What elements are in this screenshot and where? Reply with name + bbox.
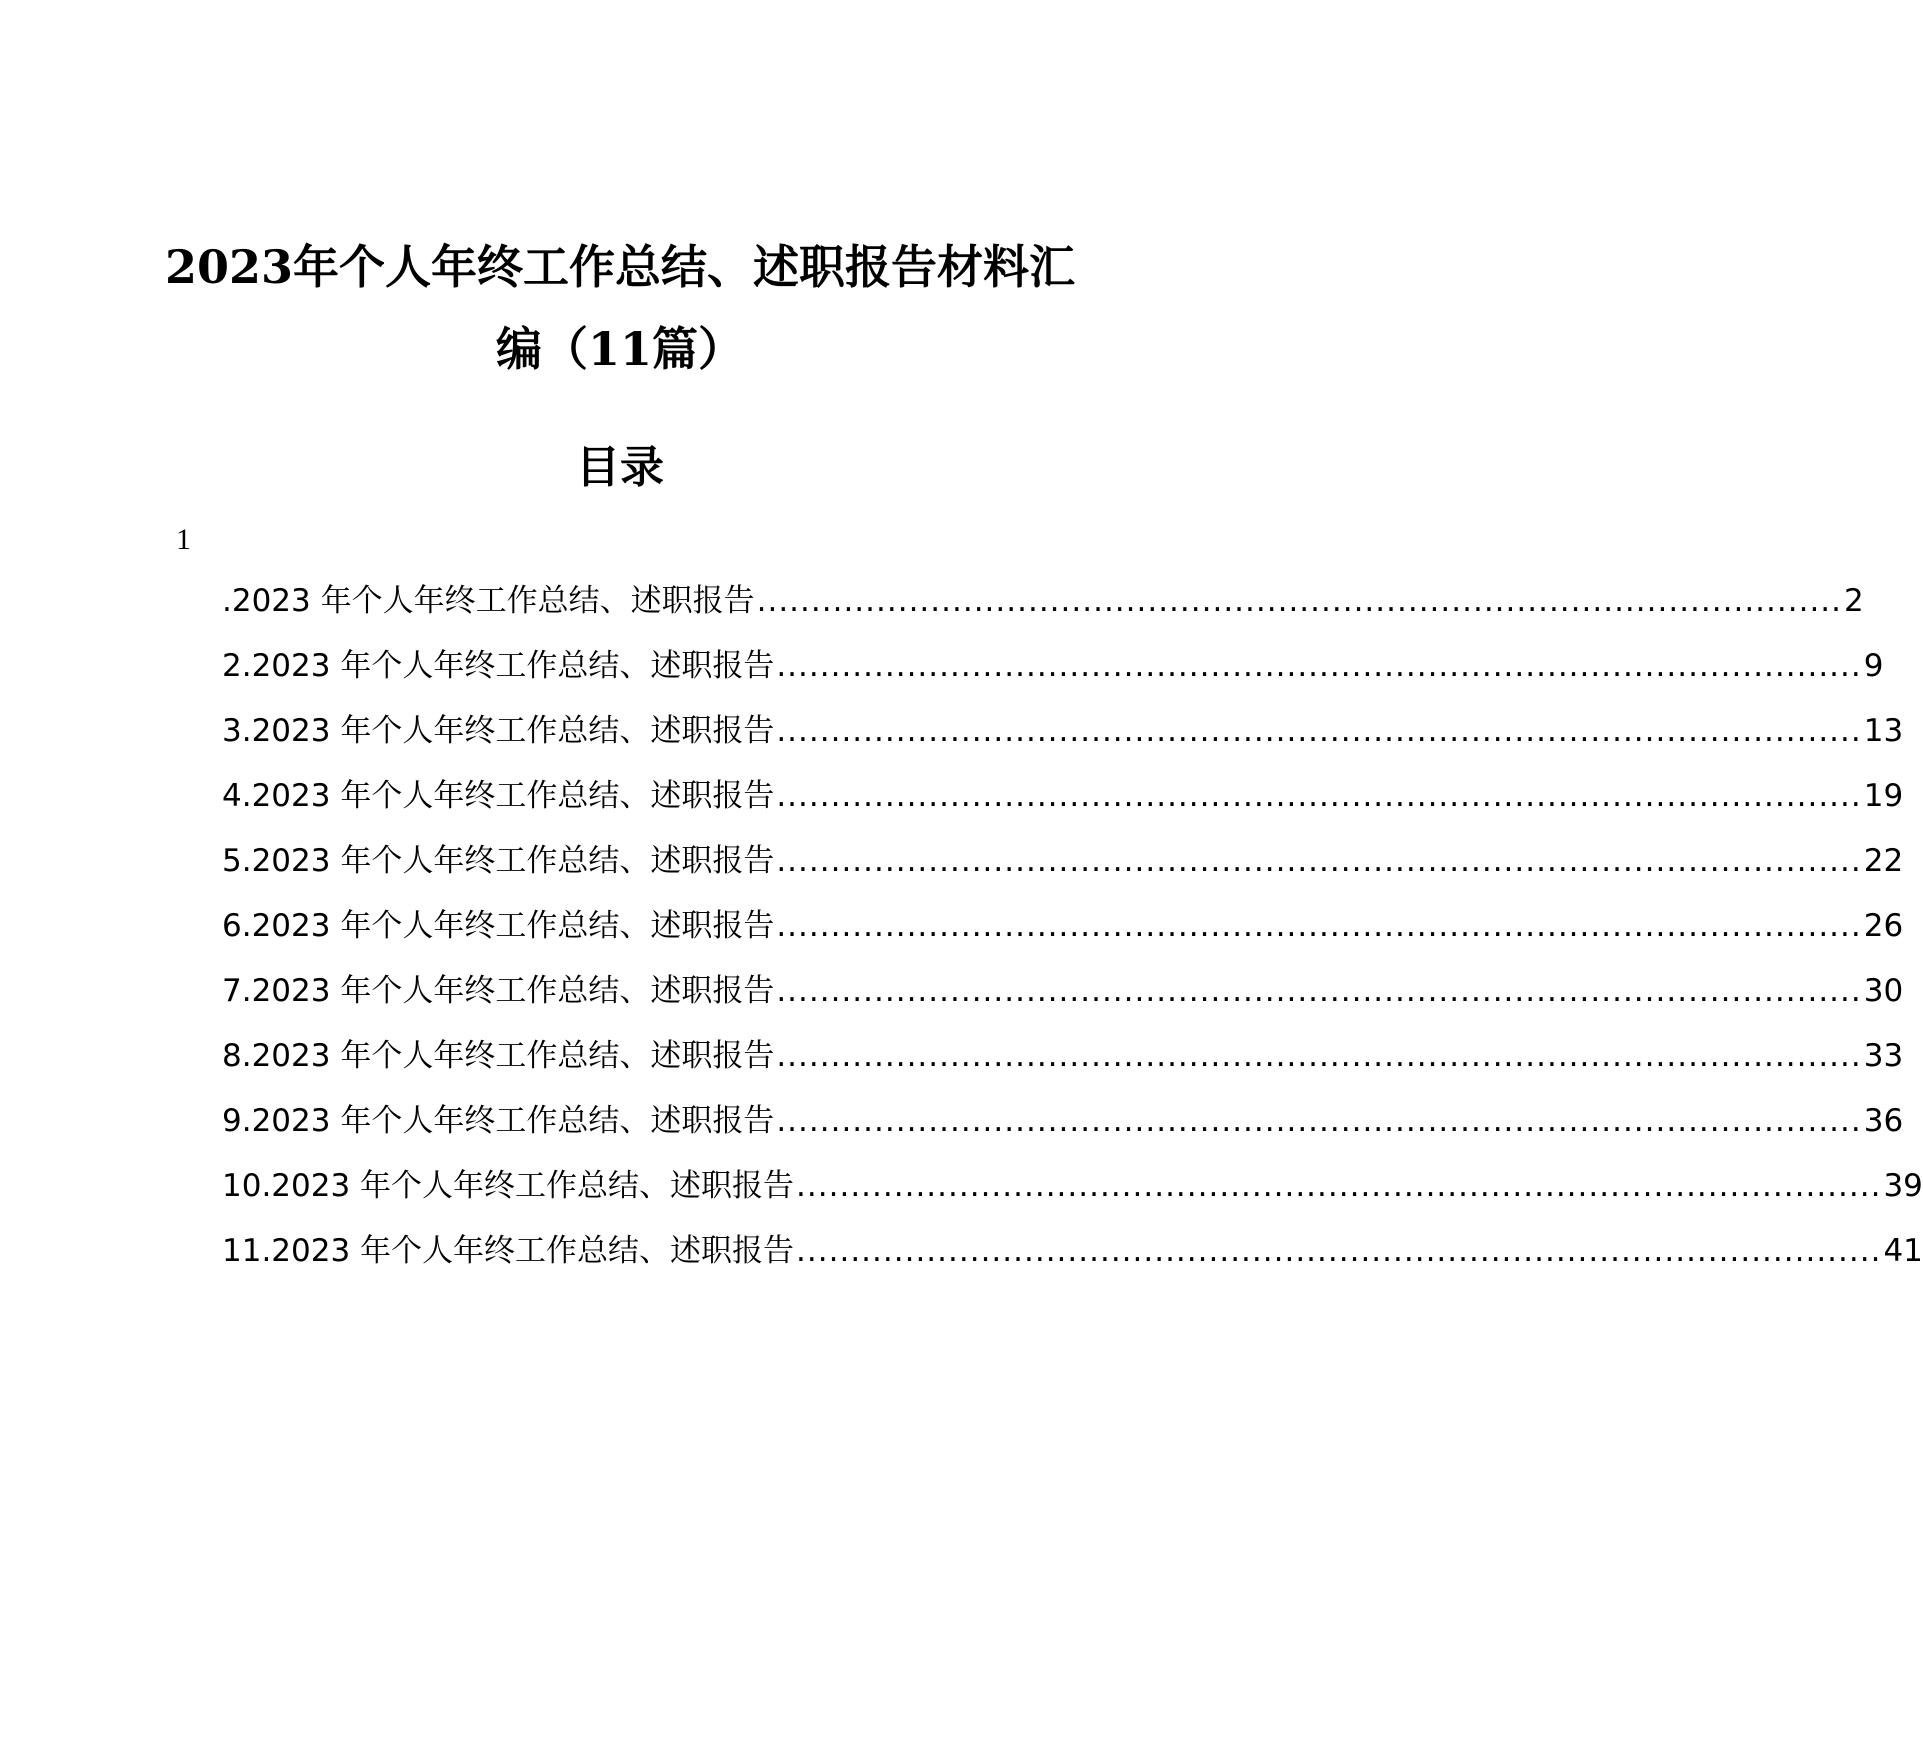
toc-entry-page: 30 (1863, 973, 1904, 1009)
toc-entry-page: 39 (1883, 1168, 1923, 1204)
toc-dot-leader: .................................................................................................... (776, 1103, 1862, 1139)
toc-entry-11[interactable] (222, 1231, 1923, 1296)
toc-entry-label: .2023 年个人年终工作总结、述职报告 (222, 583, 755, 619)
toc-dot-leader: .................................................................................................... (776, 843, 1862, 879)
toc-entry-page: 26 (1863, 908, 1904, 944)
toc-entry-label: 5.2023 年个人年终工作总结、述职报告 (222, 843, 775, 879)
toc-entry-7[interactable] (222, 971, 1904, 1036)
toc-entry-label: 4.2023 年个人年终工作总结、述职报告 (222, 778, 775, 814)
document-title-line-1: 2023年个人年终工作总结、述职报告材料汇 (164, 240, 1076, 294)
toc-dot-leader: .................................................................................................... (756, 583, 1843, 619)
toc-entry-1[interactable] (222, 581, 1864, 646)
toc-entry-4[interactable] (222, 776, 1904, 841)
document-title-line-2: 编（11篇） (495, 322, 744, 376)
toc-dot-leader: .................................................................................................... (796, 1233, 1882, 1269)
toc-dot-leader: .................................................................................................... (776, 1038, 1862, 1074)
toc-entry-2[interactable] (222, 646, 1884, 711)
document-title (150, 226, 1090, 390)
toc-dot-leader: .................................................................................................... (776, 648, 1862, 684)
toc-dot-leader: .................................................................................................... (776, 908, 1862, 944)
toc-entry-label: 7.2023 年个人年终工作总结、述职报告 (222, 973, 775, 1009)
toc-entry-label: 6.2023 年个人年终工作总结、述职报告 (222, 908, 775, 944)
toc-entry-9[interactable] (222, 1101, 1904, 1166)
toc-entry-page: 36 (1863, 1103, 1904, 1139)
toc-entry-page: 19 (1863, 778, 1904, 814)
toc-entry-label: 2.2023 年个人年终工作总结、述职报告 (222, 648, 775, 684)
toc-entry-10[interactable] (222, 1166, 1923, 1231)
toc-entry-page: 13 (1863, 713, 1904, 749)
toc-entry-8[interactable] (222, 1036, 1904, 1101)
toc-entry-page: 41 (1883, 1233, 1923, 1269)
toc-entry-3[interactable] (222, 711, 1904, 776)
toc-entry-label: 3.2023 年个人年终工作总结、述职报告 (222, 713, 775, 749)
toc-dot-leader: .................................................................................................... (776, 973, 1862, 1009)
toc-entry-page: 9 (1863, 648, 1884, 684)
toc-entry-label: 8.2023 年个人年终工作总结、述职报告 (222, 1038, 775, 1074)
toc-entry-label: 10.2023 年个人年终工作总结、述职报告 (222, 1168, 795, 1204)
toc-dot-leader: .................................................................................................... (776, 713, 1862, 749)
toc-heading: 目录 (576, 442, 664, 493)
toc-dot-leader: .................................................................................................... (796, 1168, 1882, 1204)
toc-entry-page: 2 (1844, 583, 1864, 619)
toc-entry-page: 22 (1863, 843, 1904, 879)
toc-entry-6[interactable] (222, 906, 1904, 971)
table-of-contents (222, 581, 1923, 1296)
toc-entry-label: 9.2023 年个人年终工作总结、述职报告 (222, 1103, 775, 1139)
toc-dot-leader: .................................................................................................... (776, 778, 1862, 814)
toc-entry-label: 11.2023 年个人年终工作总结、述职报告 (222, 1233, 795, 1269)
page-marker-number: 1 (176, 523, 191, 556)
toc-entry-page: 33 (1863, 1038, 1904, 1074)
toc-entry-5[interactable] (222, 841, 1904, 906)
